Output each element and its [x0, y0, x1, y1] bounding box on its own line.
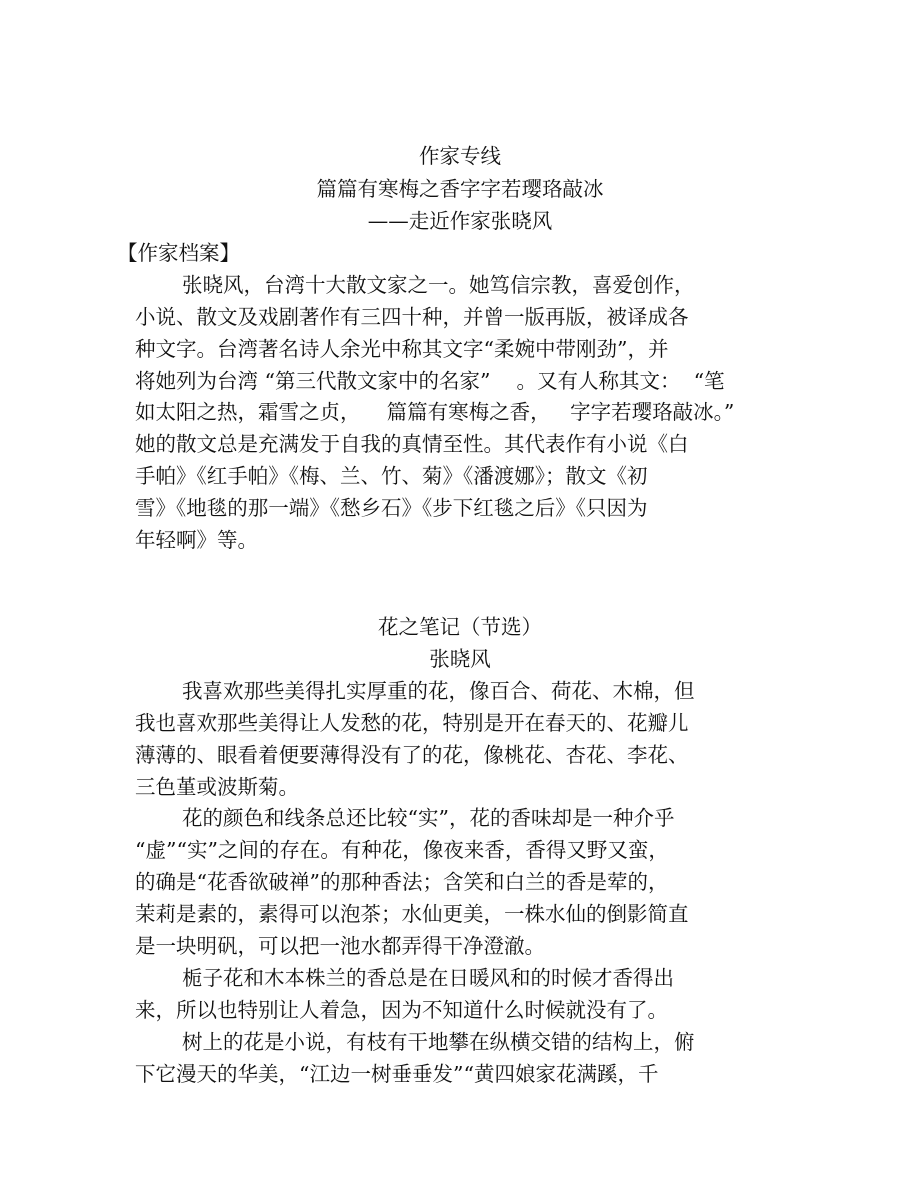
essay-line: 的确是“花香欲破禅”的那种香法；含笑和白兰的香是荤的， — [135, 870, 669, 894]
essay-line: 花的颜色和线条总还比较“实”，花的香味却是一种介乎 — [182, 806, 675, 830]
essay-line: 我喜欢那些美得扎实厚重的花，像百合、荷花、木棉，但 — [182, 679, 695, 703]
profile-label: 【作家档案】 — [117, 241, 240, 265]
profile-line: 手帕》《红手帕》《梅、兰、竹、菊》《潘渡娜》；散文《初 — [135, 464, 648, 488]
essay-line: 是一块明矾，可以把一池水都弄得干净澄澈。 — [135, 934, 545, 958]
page-title: 篇篇有寒梅之香字字若璎珞敲冰 — [316, 177, 604, 201]
essay-author: 张晓风 — [429, 647, 491, 671]
essay-line: 薄薄的、眼看着便要薄得没有了的花，像桃花、杏花、李花、 — [135, 743, 689, 767]
column-label: 作家专线 — [419, 144, 501, 168]
profile-line: 年轻啊》等。 — [135, 528, 258, 552]
profile-line: 如太阳之热，霜雪之贞， 篇篇有寒梅之香， 字字若璎珞敲冰。” — [135, 400, 735, 424]
essay-line: 我也喜欢那些美得让人发愁的花，特别是开在春天的、花瓣儿 — [135, 711, 689, 735]
profile-line: 小说、散文及戏剧著作有三四十种，并曾一版再版，被译成各 — [135, 305, 689, 329]
essay-line: 三色堇或波斯菊。 — [135, 775, 299, 799]
essay-line: 下它漫天的华美，“江边一树垂垂发”“黄四娘家花满蹊，千 — [135, 1062, 659, 1086]
profile-line: 将她列为台湾 “第三代散文家中的名家” 。又有人称其文： “笔 — [135, 369, 725, 393]
essay-line: “虚”“实”之间的存在。有种花，像夜来香，香得又野又蛮， — [135, 838, 669, 862]
profile-line: 种文字。台湾著名诗人余光中称其文字“柔婉中带刚劲”，并 — [135, 337, 669, 361]
profile-line: 她的散文总是充满发于自我的真情至性。其代表作有小说《白 — [135, 432, 689, 456]
profile-line: 张晓风，台湾十大散文家之一。她笃信宗教，喜爱创作， — [182, 273, 695, 297]
page-subtitle: ——走近作家张晓风 — [367, 209, 553, 233]
essay-line: 栀子花和木本株兰的香总是在日暖风和的时候才香得出 — [182, 966, 674, 990]
essay-line: 来，所以也特别让人着急，因为不知道什么时候就没有了。 — [135, 998, 668, 1022]
profile-line: 雪》《地毯的那一端》《愁乡石》《步下红毯之后》《只因为 — [135, 496, 648, 520]
essay-line: 茉莉是素的，素得可以泡茶；水仙更美，一株水仙的倒影简直 — [135, 902, 689, 926]
essay-line: 树上的花是小说，有枝有干地攀在纵横交错的结构上，俯 — [182, 1030, 695, 1054]
essay-title: 花之笔记（节选） — [378, 615, 542, 639]
